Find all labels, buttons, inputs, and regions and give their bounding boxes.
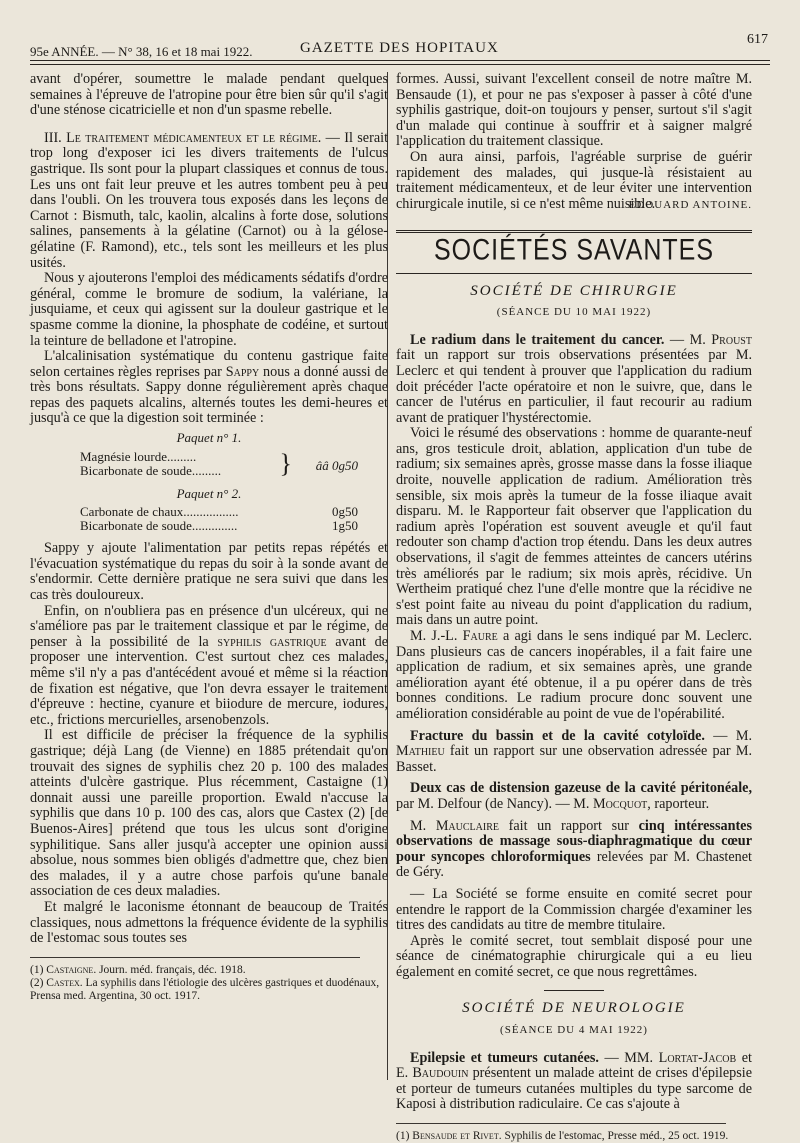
footnote: (1) Bensaude et Rivet. Syphilis de l'estomac, Presse méd., 25 oct. 1919.: [396, 1130, 729, 1143]
paragraph: — La Société se forme ensuite en comité secret pour entendre le rapport de la Commission chargée d'examiner les titres des candidats au titre de membre titulaire.: [396, 885, 752, 934]
paragraph: Et malgré le laconisme étonnant de beaucoup de Traités classiques, nous admettons la fréquence évidente de la syphilis de l'estomac sous toutes ses: [30, 898, 388, 947]
report-title: cinq intéressantes observations de massage sous-diaphragmatique du cœur pour syncopes chloroformiques: [396, 817, 752, 865]
section-banner: SOCIÉTÉS SAVANTES: [433, 232, 715, 267]
formula-1: [30, 430, 388, 533]
header-rule: [30, 64, 770, 65]
journal-title: GAZETTE DES HOPITAUX: [300, 40, 499, 56]
paragraph-text: — M.: [664, 331, 712, 348]
footnote-text: Journ. méd. français, déc. 1918.: [96, 963, 246, 976]
footnotes: [30, 964, 388, 1003]
footnotes: [396, 1130, 752, 1143]
formula-line: [30, 505, 388, 519]
footnote-author: Castaigne.: [46, 963, 97, 976]
footnote: (2) Castex. La syphilis dans l'étiologie des ulcères gastriques et duodénaux, Prensa med. Argentina, 30 oct. 1917.: [30, 976, 380, 1002]
author-name: Baudouin: [412, 1065, 469, 1082]
paragraph: On aura ainsi, parfois, l'agréable surprise de guérir rapidement des malades, qui jusque-là résistaient au traitement médicamenteux, et de leur éviter une intervention chirurgicale inutile, si ce n'est même nuisible.: [396, 148, 752, 212]
paragraph: [396, 781, 752, 812]
paragraph: Sappy y ajoute l'alimentation par petits repas répétés et l'évacuation systématique du repas du soir à la sonde avant de s'endormir. Cette dernière pratique ne sera suivi que dans les cas très douloureux.: [30, 540, 388, 604]
footnote: (1) Castaigne. Journ. méd. français, déc. 1918.: [30, 963, 246, 976]
paragraph: [396, 333, 752, 427]
paragraph-text: — MM.: [598, 1049, 659, 1066]
paragraph: formes. Aussi, suivant l'excellent conseil de notre maître M. Bensaude (1), et pour ne pas s'exposer à passer à côté d'une syphilis gastrique, doit-on toujours y penser, surtout s'il s'agit d'un malade qui continue à souffrir et à saigner malgré l'application du traitement classique.: [396, 71, 752, 150]
paragraph-text: , raporteur.: [647, 795, 710, 812]
paragraph: [30, 604, 388, 729]
footnote-rule: [396, 1123, 726, 1124]
formula-ingredient: Carbonate de chaux.................: [80, 504, 239, 520]
paragraph: [396, 819, 752, 881]
formula-brace-group: [30, 450, 388, 478]
paragraph-text: et E.: [396, 1049, 752, 1082]
paragraph: avant d'opérer, soumettre le malade pendant quelques semaines à l'épreuve de l'atropine pour être bien sûr qu'il s'agit d'une sténose cicatricielle et non d'un spasme rebelle.: [30, 71, 388, 119]
paragraph-text: fait un rapport sur une observation adressée par M. Basset.: [396, 743, 752, 775]
paragraph-text: — M.: [704, 727, 753, 744]
paragraph: [396, 629, 752, 723]
paragraph-text: M. J.-L.: [410, 628, 463, 644]
paragraph-text: M.: [410, 817, 436, 834]
paragraph-text: fait un rapport sur: [498, 817, 639, 834]
formula-ingredient: Magnésie lourde.........: [80, 448, 197, 464]
report-title: Le radium dans le traitement du cancer.: [410, 331, 665, 348]
report-title: Fracture du bassin et de la cavité cotyloïde.: [410, 727, 705, 744]
paragraph-text: Enfin, on n'oubliera pas en présence d'un ulcéreux, qui ne s'améliore pas par le traitement classique et par le régime, de penser à la possibilité de la: [30, 602, 388, 650]
author-name: Mocquot: [593, 795, 648, 812]
footnote-text: Syphilis de l'estomac, Presse méd., 25 oct. 1919.: [501, 1130, 729, 1143]
footnote-author: Castex.: [46, 976, 83, 989]
right-column: [396, 72, 752, 1143]
formula-line: [30, 519, 388, 533]
paragraph: Il est difficile de préciser la fréquence de la syphilis gastrique; déjà Lang (de Vienne) en 1885 prétendait qu'on trouvait des signes de syphilis chez 20 p. 100 des malades atteints d'ulcère gastrique. Plus récemment, Castaigne (1) donnait aussi une pareille proportion. Ewald n'accuse la syphilis que dans 10 p. 100 des cas, alors que Castex (2) [de Buenos-Aires] prétend que tous les ulcus sont d'origine syphilitique. Sans aller jusqu'à accepter une opinion aussi absolue, nous sommes bien obligés d'admettre que, chez bien des malades, il y a autre chose parfois qu'une banale association de ces deux maladies.: [30, 727, 388, 900]
paragraph-text: fait un rapport sur trois observations présentées par M. Leclerc et qui tendent à prouver que l'application du radium doit précéder l'acte opératoire et non le suivre, que, dans le cancer de l'utérus en particulier, il faut recourir au radium avant de pratiquer l'hystérectomie.: [396, 347, 752, 426]
section-heading: III. Le traitement médicamenteux et le régime.: [44, 129, 322, 146]
paragraph-text: — Il serait trop long d'exposer ici les divers traitements de l'ulcus gastrique. Ils sont pour la plupart classiques et connus de tous. Les uns ont fait leur preuve et les autres tombent peu à peu dans l'oubli. On les trouvera tous exposés dans les leçons de Carnot : Bismuth, talc, kaolin, alcalins à forte dose, solutions salines, pansements à la gélatine (Carnot) ou à la gélose-gélatine (F. Ramond), etc., tels sont les meilleurs et les plus usités.: [30, 129, 389, 271]
author-name: Proust: [711, 331, 752, 348]
author-name: Lortat-Jacob: [658, 1049, 737, 1066]
formula-heading: Paquet n° 1.: [176, 430, 242, 446]
author-name: Mauclaire: [435, 817, 499, 834]
paragraph-text: présentent un malade atteint de crises d'épilepsie et porteur de tumeurs cutanées multiples du type sarcome de Kaposi à distribution radiculaire. Ce cas s'ajoute à: [396, 1065, 752, 1113]
author-name: Faure: [462, 628, 498, 644]
paragraph: [396, 1051, 752, 1113]
separator-rule: [544, 990, 604, 991]
report-title: Epilepsie et tumeurs cutanées.: [410, 1049, 599, 1066]
section-rule: [396, 273, 752, 274]
formula-ingredient: Bicarbonate de soude.........: [80, 462, 222, 478]
paragraph-text: L'alcalinisation systématique du contenu gastrique faite selon certaines règles reprises par: [30, 348, 388, 380]
author-signature: EDOUARD ANTOINE.: [628, 199, 752, 212]
paragraph: Nous y ajouterons l'emploi des médicaments sédatifs d'ordre général, comme le bromure de sodium, la valériane, la jusquiame, et ceux qui agissent sur la douleur gastrique et le spasme comme la dionine, la phosphate de codéine, et surtout la teinture de belladone et l'atropine.: [30, 270, 388, 349]
brace-icon: }: [279, 448, 292, 478]
society-title: SOCIÉTÉ DE CHIRURGIE: [470, 282, 678, 299]
paragraph-text: relevées par M. Chastenet de Géry.: [396, 848, 752, 881]
footnote-author: Bensaude et Rivet.: [412, 1130, 502, 1143]
session-date: (SÉANCE DU 4 MAI 1922): [500, 1024, 648, 1037]
formula-quantity: 1g50: [332, 518, 358, 534]
paragraph: [30, 349, 388, 427]
formula-quantity: ââ 0g50: [315, 457, 358, 473]
footnote-text: La syphilis dans l'étiologie des ulcères gastriques et duodénaux, Prensa med. Argentina, 30 oct. 1917.: [30, 976, 380, 1002]
paragraph: Après le comité secret, tout semblait disposé pour une séance de cinématographie chirurgicale qui a eu lieu également en comité secret, ce que nous regrettâmes.: [396, 932, 752, 980]
paragraph: [396, 729, 752, 776]
issue-info: 95e ANNÉE. — N° 38, 16 et 18 mai 1922.: [30, 44, 253, 59]
page-number: 617: [747, 32, 768, 47]
paragraph-text: a agi dans le sens indiqué par M. Leclerc. Dans plusieurs cas de cancers inopérables, il a fait faire une application de radium, et six semaines après, une grande amélioration ayant été obtenue, il a pu opérer dans de très bonnes conditions. Le radium procure donc souvent une amélioration considérable au point de vue de l'opérabilité.: [396, 628, 752, 722]
session-date: (SÉANCE DU 10 MAI 1922): [496, 306, 652, 319]
paragraph-text: nous a donné aussi de très bons résultats. Sappy donne régulièrement après chaque repas des paquets alcalins, alternés toutes les demi-heures et jusqu'à ce que la digestion soit terminée :: [30, 363, 388, 427]
formula-heading: Paquet n° 2.: [176, 485, 242, 501]
paragraph: [30, 131, 388, 271]
society-title: SOCIÉTÉ DE NEUROLOGIE: [462, 1000, 686, 1017]
paragraph-text: avant de proposer une intervention. C'est surtout chez ces malades, même s'il n'y a pas d'antécédent avoué et même si la réaction de fixation est négative, que l'on devra essayer le traitement d'épreuve : hectine, cyanure et biiodure de mercure, iodures, etc., frictions mercurielles, arsenobenzols.: [30, 633, 389, 728]
footnote-rule: [30, 957, 360, 958]
left-column: [30, 72, 388, 1003]
paragraph: Voici le résumé des observations : homme de quarante-neuf ans, gros testicule droit, ablation, application d'un tube de radium; six semaines après, grosse masse dans la fosse iliaque droite, nouvelle application de radium. Amélioration très sensible, six mois après la tumeur de la fosse iliaque avait disparu. M. le Rapporteur fait observer que l'application du radium après l'opération est souvent aveugle et qu'il faut redouter son champ d'action trop étendu. Dans les deux autres observations, il s'agit de femmes atteintes de cancers utérins très améliorés par le radium; six mois après, récidive. Un Wertheim pratiqué chez l'une d'elle montre que la récidive ne s'est point faite au niveau du point d'application du radium, mais dans un autre point.: [396, 425, 752, 629]
formula-quantity: 0g50: [332, 504, 358, 520]
report-title: Deux cas de distension gazeuse de la cavité péritonéale,: [410, 780, 752, 797]
author-name: Mathieu: [396, 743, 445, 760]
formula-ingredient: Bicarbonate de soude..............: [80, 518, 238, 534]
paragraph-text: par M. Delfour (de Nancy). — M.: [396, 795, 593, 812]
page-header: [30, 30, 770, 61]
emphasis-text: syphilis gastrique: [217, 633, 327, 650]
author-name: Sappy: [225, 363, 260, 380]
